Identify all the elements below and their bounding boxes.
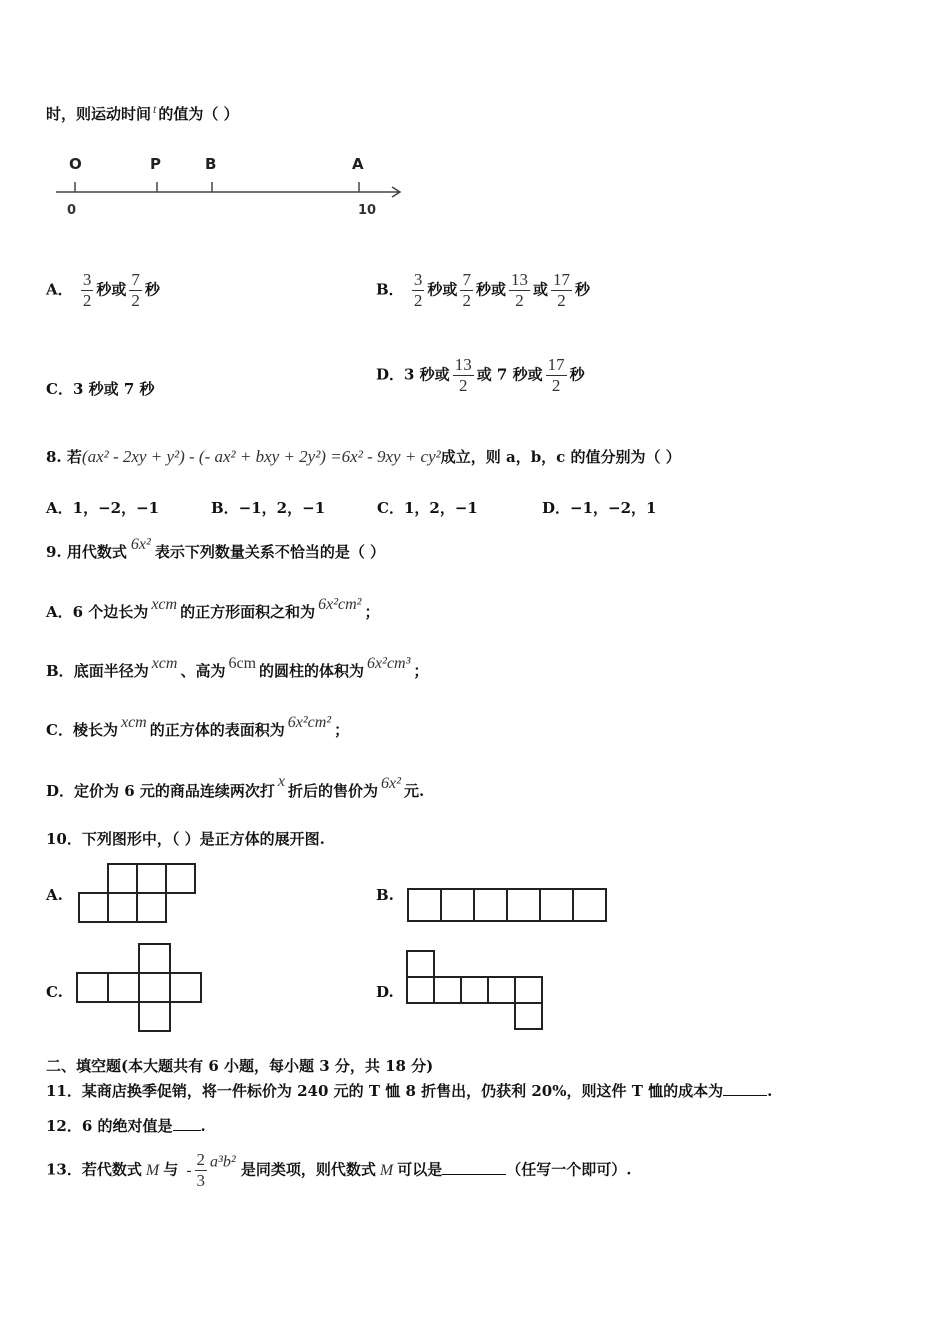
number-line-figure: [52, 152, 412, 222]
cube-net-d: [405, 948, 547, 1034]
q7-stem: 时，则运动时间 $^t$ 的值为（ ）: [46, 102, 239, 123]
point-label-p: P: [150, 155, 161, 173]
q12-answer-blank[interactable]: [173, 1130, 201, 1131]
q9-option-b: B．底面半径为 xcm 、高为 6cm 的圆柱的体积为 6x²cm³ ；: [46, 655, 429, 680]
q10-label-c: C.: [46, 983, 63, 1001]
q7-option-b: B． $\frac{3}{2}$ 秒或 $\frac{7}{2}$ 秒或 $\frac{13}{2}$ 或 $\frac{17}{2}$ 秒: [376, 270, 590, 310]
q10-label-d: D.: [376, 983, 394, 1001]
q11-answer-blank[interactable]: [723, 1095, 767, 1096]
q12-stem: 12．6 的绝对值是 .: [46, 1117, 206, 1135]
cube-net-a: [77, 862, 202, 926]
q8-option-a: A．1，−2，−1: [46, 499, 160, 517]
q7-option-d: D．3 秒或 $\frac{13}{2}$ 或 7 秒或 $\frac{17}{2}$ 秒: [376, 355, 585, 395]
point-label-o: O: [69, 155, 82, 173]
q13-stem: 13．若代数式 M 与 - $\frac{2}{3}$ a³b² 是同类项，则代数式 M 可以是 （任写一个即可）.: [46, 1150, 632, 1190]
q10-label-b: B.: [376, 886, 394, 904]
q7-option-a: A． $\frac{3}{2}$ 秒或 $\frac{7}{2}$ 秒: [46, 270, 160, 310]
q8-stem: 8. 若(ax² - 2xy + y²) - (- ax² + bxy + 2y²) =6x² - 9xy + cy²成立，则 a，b，c 的值分别为（ ）: [46, 447, 681, 466]
q8-option-d: D．−1，−2，1: [542, 499, 657, 517]
section-2-heading: 二、填空题(本大题共有 6 小题，每小题 3 分，共 18 分): [46, 1057, 434, 1075]
q9-option-c: C．棱长为 xcm 的正方体的表面积为 6x²cm² ；: [46, 714, 350, 739]
tick-label-0: 0: [67, 203, 77, 218]
q13-answer-blank[interactable]: [442, 1174, 506, 1175]
q8-option-b: B．−1，2，−1: [211, 499, 326, 517]
point-label-a: A: [352, 155, 364, 173]
q9-stem: 9. 用代数式 6x² 表示下列数量关系不恰当的是（ ）: [46, 536, 386, 561]
cube-net-c: [75, 942, 207, 1034]
q8-option-c: C．1，2，−1: [377, 499, 478, 517]
q7-option-c: C．3 秒或 7 秒: [46, 380, 155, 398]
q9-option-d: D．定价为 6 元的商品连续两次打x折后的售价为 6x² 元.: [46, 773, 425, 800]
q10-label-a: A.: [46, 886, 63, 904]
tick-label-10: 10: [358, 203, 377, 218]
cube-net-b: [406, 887, 611, 923]
q9-option-a: A．6 个边长为 xcm 的正方形面积之和为 6x²cm² ；: [46, 596, 380, 621]
q11-stem: 11．某商店换季促销，将一件标价为 240 元的 T 恤 8 折售出，仍获利 20%，则这件 T 恤的成本为 .: [46, 1082, 773, 1100]
point-label-b: B: [205, 155, 217, 173]
q10-stem: 10．下列图形中，（ ）是正方体的展开图.: [46, 830, 325, 848]
q8-equation: (ax² - 2xy + y²) - (- ax² + bxy + 2y²) =6x² - 9xy + cy²: [81, 447, 441, 466]
